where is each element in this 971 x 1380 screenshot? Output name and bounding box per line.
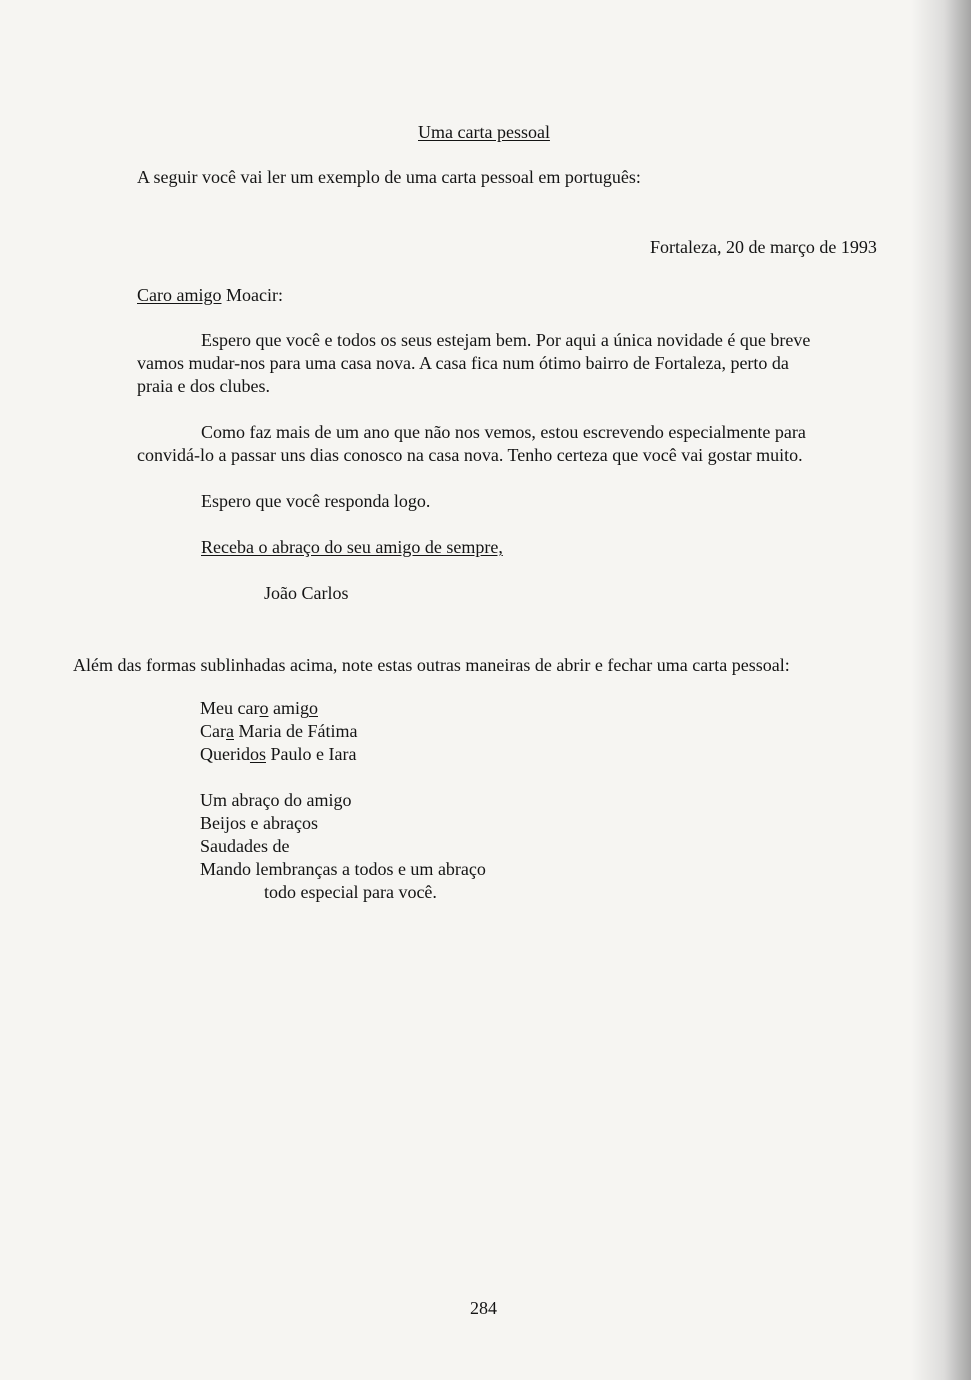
letter-paragraph-3: Espero que você responda logo. bbox=[201, 491, 431, 511]
closing-item: Mando lembranças a todos e um abraço bbox=[200, 859, 486, 879]
letter-date: Fortaleza, 20 de março de 1993 bbox=[650, 237, 877, 257]
opening-item: Queridos Paulo e Iara bbox=[200, 744, 357, 764]
letter-salutation bbox=[137, 284, 283, 307]
closing-item: Saudades de bbox=[200, 836, 290, 856]
note-text: Além das formas sublinhadas acima, note estas outras maneiras de abrir e fechar uma carta pessoal: bbox=[73, 655, 790, 675]
paragraph-1-line: Espero que você e todos os seus estejam bem. Por aqui a única novidade é que breve bbox=[201, 330, 811, 350]
paragraph-1-line: praia e dos clubes. bbox=[137, 376, 270, 396]
closing-item: Beijos e abraços bbox=[200, 813, 318, 833]
letter-paragraph-2 bbox=[137, 421, 806, 467]
letter-signature: João Carlos bbox=[264, 583, 349, 603]
closings-list bbox=[200, 789, 486, 904]
opening-item: Cara Maria de Fátima bbox=[200, 721, 358, 741]
binding-shadow bbox=[911, 0, 971, 1380]
page-number: 284 bbox=[470, 1298, 497, 1318]
closing-item: Um abraço do amigo bbox=[200, 790, 352, 810]
letter-closing: Receba o abraço do seu amigo de sempre, bbox=[201, 537, 503, 557]
paragraph-2-line: convidá-lo a passar uns dias conosco na casa nova. Tenho certeza que você vai gostar muito. bbox=[137, 445, 803, 465]
salutation-underlined: Caro amigo bbox=[137, 285, 222, 305]
page-title: Uma carta pessoal bbox=[418, 122, 550, 142]
intro-text: A seguir você vai ler um exemplo de uma carta pessoal em português: bbox=[137, 167, 641, 187]
closing-item-continuation: todo especial para você. bbox=[264, 882, 437, 902]
openings-list bbox=[200, 697, 357, 766]
salutation-name: Moacir: bbox=[221, 285, 283, 305]
paragraph-1-line: vamos mudar-nos para uma casa nova. A casa fica num ótimo bairro de Fortaleza, perto da bbox=[137, 353, 789, 373]
letter-paragraph-1 bbox=[137, 329, 810, 398]
opening-item: Meu caro amigo bbox=[200, 698, 318, 718]
paragraph-2-line: Como faz mais de um ano que não nos vemos, estou escrevendo especialmente para bbox=[201, 422, 806, 442]
